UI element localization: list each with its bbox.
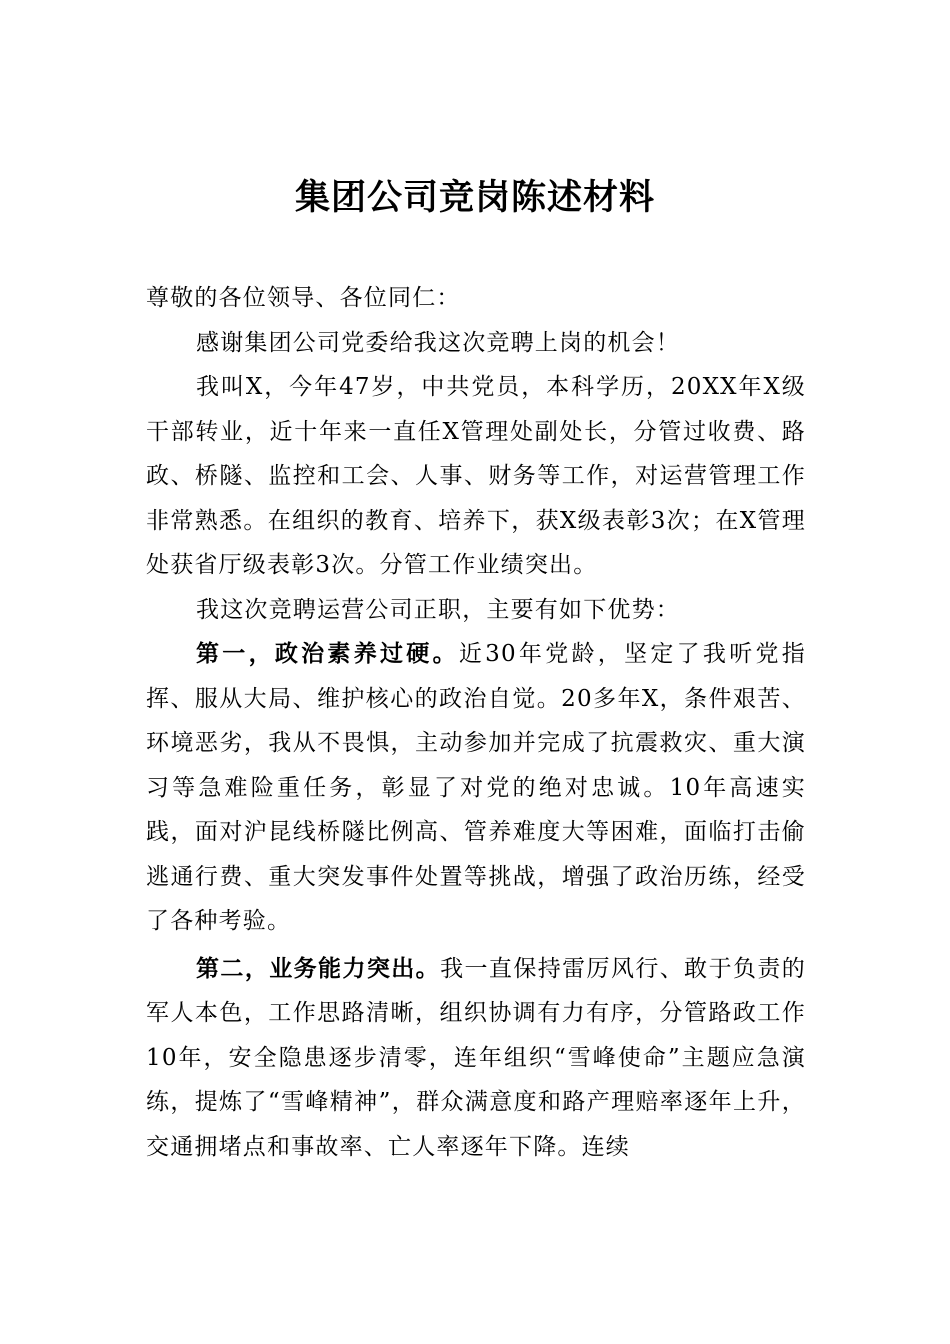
paragraph-lead: 第二，业务能力突出。 bbox=[196, 954, 441, 982]
paragraph-text: 感谢集团公司党委给我这次竞聘上岗的机会！ bbox=[196, 329, 680, 356]
paragraph-first-advantage bbox=[146, 632, 806, 944]
paragraph-text: 近30年党龄，坚定了我听党指挥、服从大局、维护核心的政治自觉。20多年X，条件艰苦、环境恶劣，我从不畏惧，主动参加并完成了抗震救灾、重大演习等急难险重任务，彰显了对党的绝对忠诚。10年高速实践，面对沪昆线桥隧比例高、管养难度大等困难，面临打击偷逃通行费、重大突发事件处置等挑战，增强了政治历练，经受了各种考验。 bbox=[146, 641, 806, 934]
salutation: 尊敬的各位领导、各位同仁： bbox=[146, 285, 461, 311]
paragraph-second-advantage bbox=[146, 947, 806, 1170]
paragraph-text: 我一直保持雷厉风行、敢于负责的军人本色，工作思路清晰，组织协调有力有序，分管路政工作10年，安全隐患逐步清零，连年组织“雪峰使命”主题应急演练，提炼了“雪峰精神”，群众满意度和路产理赔率逐年上升，交通拥堵点和事故率、亡人率逐年下降。连续 bbox=[146, 955, 807, 1160]
paragraph-text: 我叫X，今年47岁，中共党员，本科学历，20XX年X级干部转业，近十年来一直任X管理处副处长，分管过收费、路政、桥隧、监控和工会、人事、财务等工作，对运营管理工作非常熟悉。在组织的教育、培养下，获X级表彰3次；在X管理处获省厅级表彰3次。分管工作业绩突出。 bbox=[146, 374, 806, 578]
document-body bbox=[146, 276, 806, 1169]
paragraph-lead: 第一，政治素养过硬。 bbox=[196, 640, 459, 667]
paragraph-self-intro bbox=[146, 365, 806, 588]
paragraph-thanks bbox=[146, 321, 806, 366]
document-title: 集团公司竞岗陈述材料 bbox=[294, 177, 655, 218]
paragraph-advantages-intro bbox=[146, 588, 806, 633]
paragraph-text: 我这次竞聘运营公司正职，主要有如下优势： bbox=[196, 596, 680, 623]
